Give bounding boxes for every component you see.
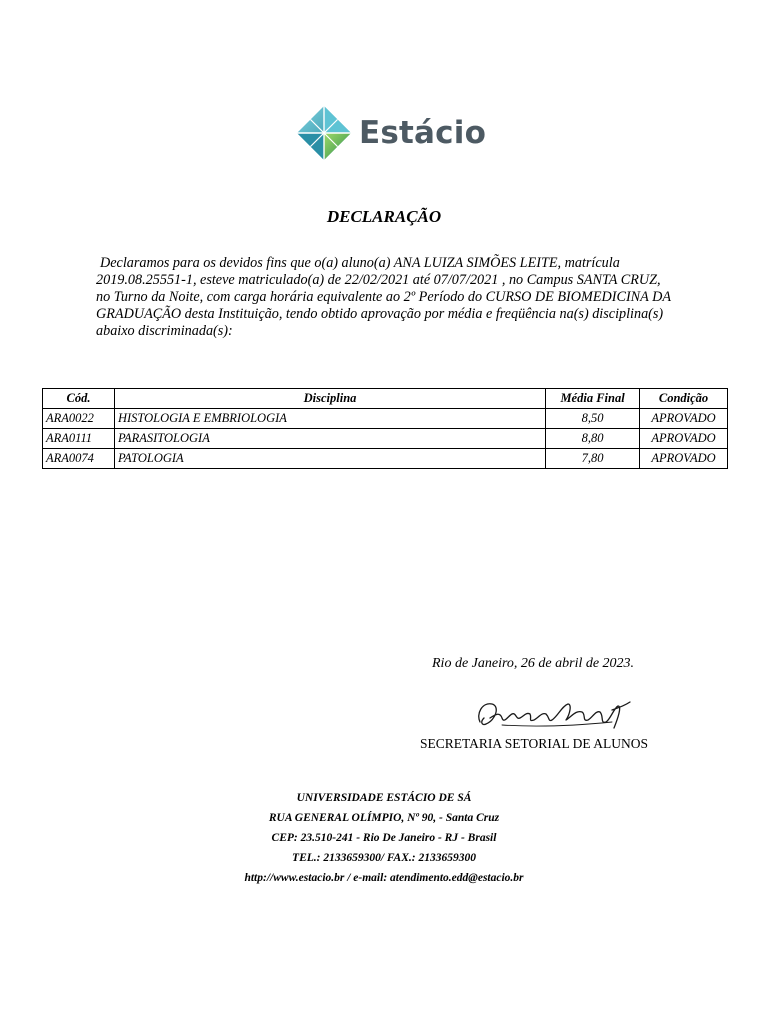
issuing-office: SECRETARIA SETORIAL DE ALUNOS xyxy=(420,736,649,751)
logo-wordmark: Estácio xyxy=(359,115,487,151)
handwritten-signature xyxy=(472,692,642,734)
cell-media: 7,80 xyxy=(546,449,640,469)
cell-media: 8,80 xyxy=(546,429,640,449)
declaration-body: Declaramos para os devidos fins que o(a) aluno(a) ANA LUIZA SIMÕES LEITE, matrícula 2019.08.25551-1, esteve matriculado(a) de 22/02/2021 até 07/07/2021 , no Campus SANTA CRUZ, no Turno da Noite, com carga horária equivalente ao 2º Período do CURSO DE BIOMEDICINA DA GRADUAÇÃO desta Instituição, tendo obtido aprovação por média e freqüência na(s) disciplina(s) abaixo discriminada(s): xyxy=(96,255,671,339)
header-media: Média Final xyxy=(546,389,640,409)
estacio-diamond-icon xyxy=(295,104,353,162)
issue-date: Rio de Janeiro, 26 de abril de 2023. xyxy=(432,656,635,671)
header-disciplina: Disciplina xyxy=(114,389,545,409)
table-row xyxy=(43,429,728,449)
table-header-row xyxy=(43,389,728,409)
cell-disciplina: PARASITOLOGIA xyxy=(114,429,545,449)
header-condicao: Condição xyxy=(640,389,728,409)
footer-address: RUA GENERAL OLÍMPIO, Nº 90, - Santa Cruz xyxy=(268,812,500,824)
estacio-logo xyxy=(295,104,495,162)
institution-footer xyxy=(0,788,768,888)
footer-institution: UNIVERSIDADE ESTÁCIO DE SÁ xyxy=(296,792,472,804)
table-row xyxy=(43,409,728,429)
footer-web: http://www.estacio.br / e-mail: atendimento.edd@estacio.br xyxy=(244,872,524,884)
cell-media: 8,50 xyxy=(546,409,640,429)
cell-condicao: APROVADO xyxy=(640,449,728,469)
table-row xyxy=(43,449,728,469)
cell-cod: ARA0022 xyxy=(43,409,115,429)
document-title: DECLARAÇÃO xyxy=(326,207,442,226)
cell-disciplina: PATOLOGIA xyxy=(114,449,545,469)
cell-condicao: APROVADO xyxy=(640,409,728,429)
cell-condicao: APROVADO xyxy=(640,429,728,449)
footer-phone: TEL.: 2133659300/ FAX.: 2133659300 xyxy=(292,852,476,864)
cell-cod: ARA0074 xyxy=(43,449,115,469)
cell-disciplina: HISTOLOGIA E EMBRIOLOGIA xyxy=(114,409,545,429)
header-cod: Cód. xyxy=(43,389,115,409)
footer-cep: CEP: 23.510-241 - Rio De Janeiro - RJ - Brasil xyxy=(271,832,497,844)
cell-cod: ARA0111 xyxy=(43,429,115,449)
grades-table xyxy=(42,388,728,469)
